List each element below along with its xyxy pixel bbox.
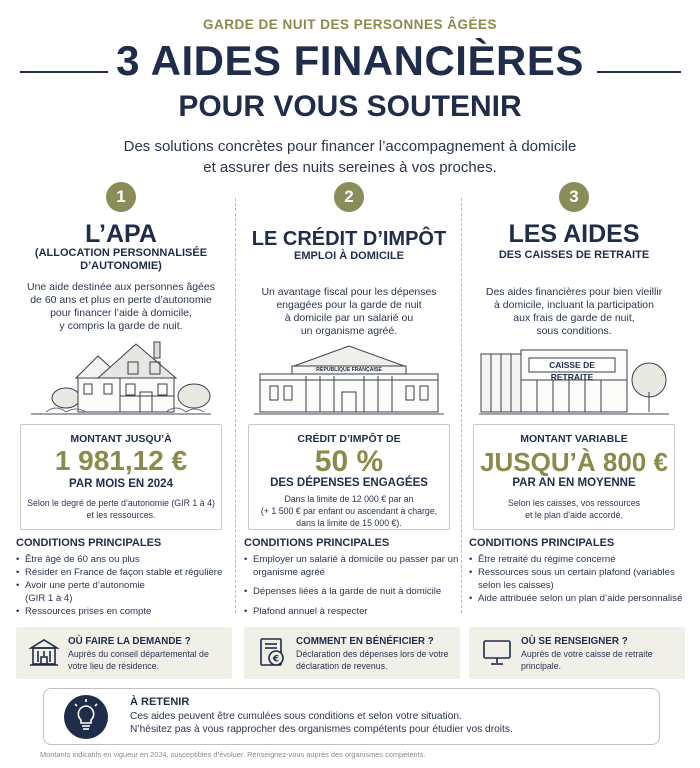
takeaway-text bbox=[130, 710, 650, 736]
subheading-line: EMPLOI À DOMICILE bbox=[294, 250, 404, 262]
aid-heading: LE CRÉDIT D’IMPÔT bbox=[251, 228, 447, 250]
description-line: de 60 ans et plus en perte d’autonomie bbox=[30, 294, 212, 306]
town-hall-icon bbox=[28, 636, 60, 668]
page-title-line2: POUR VOUS SOUTENIR bbox=[178, 90, 522, 123]
step-number-badge: 1 bbox=[106, 182, 136, 212]
condition-item: • Aide attribuée selon un plan d’aide personnalisé bbox=[469, 593, 685, 606]
description-line: y compris la garde de nuit. bbox=[59, 320, 183, 332]
info-text: Auprès de votre caisse de retraite principale. bbox=[521, 649, 653, 671]
description-line: Des aides financières pour bien vieillir bbox=[485, 286, 663, 298]
amount-label: MONTANT VARIABLE bbox=[520, 433, 628, 445]
condition-item: • Plafond annuel à respecter bbox=[244, 606, 460, 619]
condition-item: • Résider en France de façon stable et régulière bbox=[16, 567, 232, 580]
how-heading: COMMENT EN BÉNÉFICIER ? bbox=[296, 636, 434, 647]
amount-note bbox=[480, 497, 668, 521]
condition-item: • Être âgé de 60 ans ou plus bbox=[16, 554, 232, 567]
note-line: et le plan d’aide accordé. bbox=[525, 510, 623, 520]
aid-subheading bbox=[8, 247, 234, 273]
aid-column-apa bbox=[8, 180, 234, 685]
aid-heading: L’APA bbox=[85, 220, 157, 248]
where-text: Auprès du conseil départemental de votre lieu de résidence. bbox=[68, 649, 209, 671]
aid-column-credit-impot bbox=[236, 180, 462, 685]
aid-description bbox=[246, 286, 452, 338]
condition-item: • Être retraité du régime concerné bbox=[469, 554, 685, 567]
condition-item: • Dépenses liées à la garde de nuit à domicile bbox=[244, 586, 460, 599]
where-heading: OÙ FAIRE LA DEMANDE ? bbox=[68, 636, 191, 647]
condition-item-continued: (GIR 1 à 4) bbox=[25, 593, 73, 604]
where-panel bbox=[16, 627, 232, 679]
subtitle-line: et assurer des nuits sereines à vos proches. bbox=[203, 159, 497, 176]
amount-box bbox=[20, 424, 222, 530]
svg-text:€: € bbox=[272, 654, 280, 665]
note-line: dans la limite de 15 000 €). bbox=[296, 518, 402, 528]
aid-description bbox=[18, 281, 224, 333]
lightbulb-icon bbox=[64, 695, 108, 739]
computer-monitor-icon bbox=[481, 636, 513, 668]
building-sign: RÉPUBLIQUE FRANÇAISE bbox=[316, 367, 382, 373]
building-sign: CAISSE DE RETRAITE bbox=[549, 360, 595, 382]
amount-box bbox=[473, 424, 675, 530]
takeaway-line: Ces aides peuvent être cumulées sous conditions et selon votre situation. bbox=[130, 711, 462, 722]
amount-value: 1 981,12 € bbox=[54, 445, 188, 476]
conditions-heading: CONDITIONS PRINCIPALES bbox=[16, 537, 162, 549]
amount-note bbox=[27, 497, 215, 521]
note-line: et les ressources. bbox=[86, 510, 156, 520]
description-line: à domicile, incluant la participation bbox=[494, 299, 654, 311]
subheading-line: D’AUTONOMIE) bbox=[80, 260, 162, 272]
description-line: Un avantage fiscal pour les dépenses bbox=[261, 286, 437, 298]
aid-description bbox=[471, 286, 677, 338]
amount-period: PAR AN EN MOYENNE bbox=[512, 477, 636, 489]
condition-item: • Ressources prises en compte bbox=[16, 606, 232, 619]
conditions-list bbox=[244, 554, 460, 625]
description-line: pour financer l’aide à domicile, bbox=[50, 307, 192, 319]
step-number-badge: 3 bbox=[559, 182, 589, 212]
subtitle-line: Des solutions concrètes pour financer l’accompagnement à domicile bbox=[123, 138, 577, 155]
description-line: engagées pour la garde de nuit bbox=[276, 299, 422, 311]
note-line: Dans la limite de 12 000 € par an bbox=[284, 494, 414, 504]
amount-value: JUSQU’À 800 € bbox=[480, 447, 668, 477]
house-illustration bbox=[26, 340, 216, 420]
public-building-illustration bbox=[254, 340, 444, 420]
condition-item: • Ressources sous un certain plafond (variables selon les caisses) bbox=[469, 567, 685, 592]
page-subtitle bbox=[0, 136, 700, 178]
takeaway-heading: À RETENIR bbox=[130, 696, 190, 708]
conditions-heading: CONDITIONS PRINCIPALES bbox=[244, 537, 390, 549]
conditions-heading: CONDITIONS PRINCIPALES bbox=[469, 537, 615, 549]
amount-note bbox=[255, 493, 443, 529]
amount-label: CRÉDIT D’IMPÔT DE bbox=[297, 433, 401, 445]
key-takeaway-box bbox=[43, 688, 660, 745]
aid-subheading bbox=[461, 249, 687, 262]
aid-column-caisses-retraite bbox=[461, 180, 687, 685]
amount-box bbox=[248, 424, 450, 530]
condition-item: • Employer un salarié à domicile ou passer par un organisme agréé bbox=[244, 554, 460, 579]
step-number-badge: 2 bbox=[334, 182, 364, 212]
amount-label: MONTANT JUSQU’À bbox=[70, 433, 172, 445]
description-line: Une aide destinée aux personnes âgées bbox=[27, 281, 215, 293]
footnote: Montants indicatifs en vigueur en 2024, susceptibles d’évoluer. Renseignez-vous auprès des organismes compétents. bbox=[40, 750, 426, 759]
description-line: à domicile par un salarié ou bbox=[284, 312, 414, 324]
kicker: GARDE DE NUIT DES PERSONNES ÂGÉES bbox=[202, 17, 498, 32]
condition-item: • Avoir une perte d’autonomie bbox=[16, 580, 232, 593]
amount-period: DES DÉPENSES ENGAGÉES bbox=[270, 477, 428, 489]
conditions-list bbox=[16, 554, 232, 619]
description-line: un organisme agréé. bbox=[300, 325, 398, 337]
tax-form-euro-icon bbox=[256, 636, 288, 668]
aid-heading: LES AIDES bbox=[508, 220, 640, 248]
description-line: aux frais de garde de nuit, bbox=[513, 312, 635, 324]
amount-period: PAR MOIS EN 2024 bbox=[69, 478, 173, 490]
info-heading: OÙ SE RENSEIGNER ? bbox=[521, 636, 628, 647]
page-title: 3 AIDES FINANCIÈRES bbox=[116, 37, 584, 84]
note-line: Selon les caisses, vos ressources bbox=[507, 498, 640, 508]
aid-subheading bbox=[236, 250, 462, 263]
amount-value: 50 % bbox=[314, 445, 384, 478]
takeaway-line: N’hésitez pas à vous rapprocher des organismes compétents pour étudier vos droits. bbox=[130, 724, 513, 735]
subheading-line: DES CAISSES DE RETRAITE bbox=[498, 249, 650, 261]
info-panel bbox=[469, 627, 685, 679]
subheading-line: (ALLOCATION PERSONNALISÉE bbox=[34, 247, 208, 259]
note-line: Selon le degré de perte d’autonomie (GIR 1 à 4) bbox=[27, 498, 215, 508]
description-line: sous conditions. bbox=[536, 325, 612, 337]
how-panel bbox=[244, 627, 460, 679]
office-building-illustration bbox=[479, 340, 669, 420]
conditions-list bbox=[469, 554, 685, 606]
how-text: Déclaration des dépenses lors de votre déclaration de revenus. bbox=[296, 649, 449, 671]
note-line: (+ 1 500 € par enfant ou ascendant à charge, bbox=[260, 506, 438, 516]
